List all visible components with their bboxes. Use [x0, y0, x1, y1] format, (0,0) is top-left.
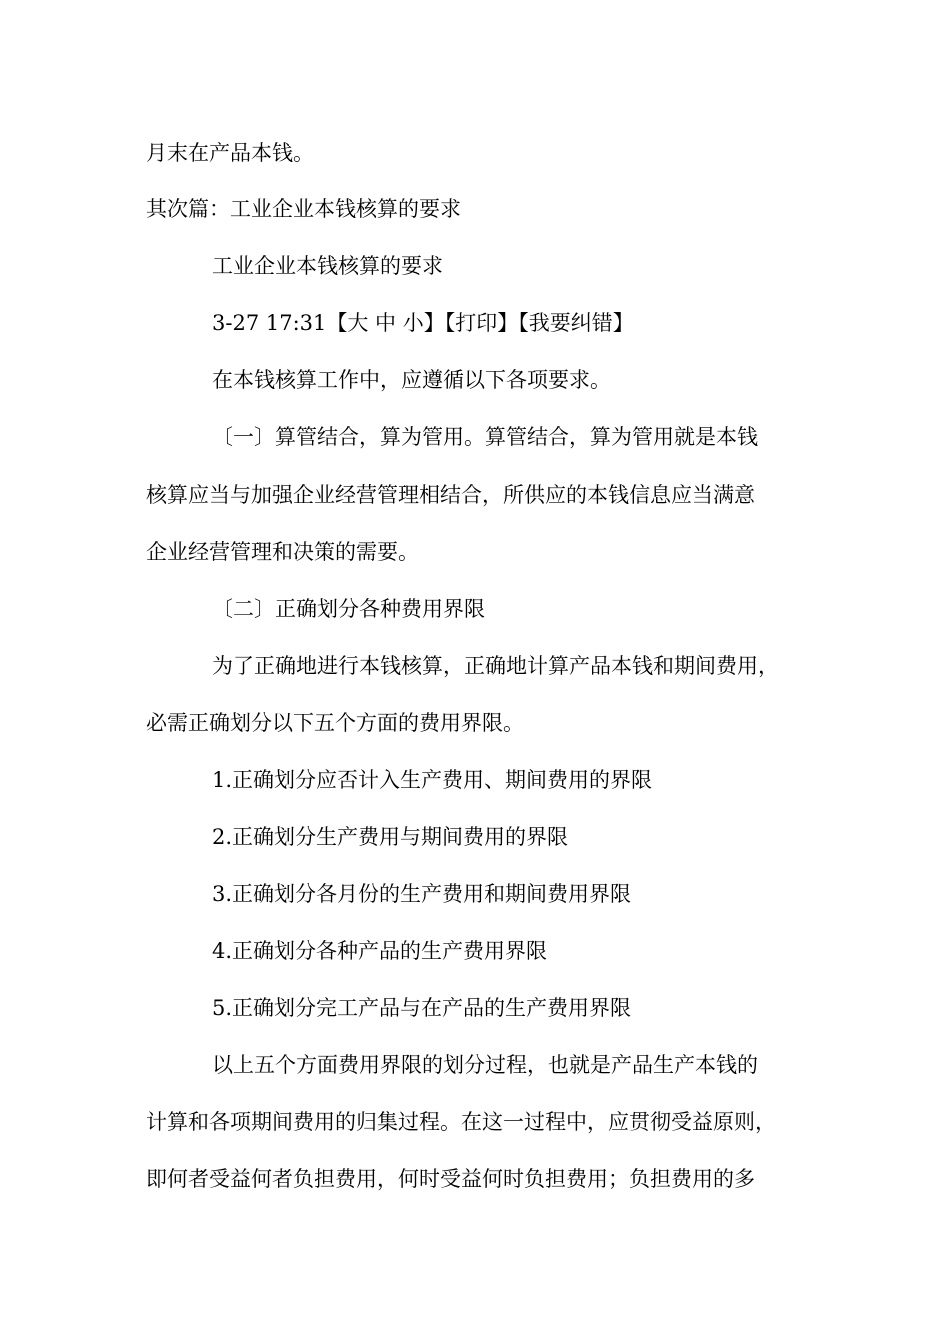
- body-paragraph: 核算应当与加强企业经营管理相结合，所供应的本钱信息应当满意: [146, 483, 755, 507]
- chapter-heading: 其次篇：工业企业本钱核算的要求: [146, 197, 461, 221]
- body-paragraph: 在本钱核算工作中，应遵循以下各项要求。: [212, 368, 611, 392]
- font-size-control[interactable]: 【大 中 小】: [326, 311, 445, 335]
- body-paragraph: 〔一〕算管结合，算为管用。算管结合，算为管用就是本钱: [212, 425, 758, 449]
- list-item: 2.正确划分生产费用与期间费用的界限: [212, 825, 569, 849]
- list-item: 3.正确划分各月份的生产费用和期间费用界限: [212, 882, 632, 906]
- print-link[interactable]: 【打印】: [444, 311, 519, 335]
- article-datetime: 3-27 17:31: [212, 311, 327, 335]
- list-item: 4.正确划分各种产品的生产费用界限: [212, 939, 548, 963]
- body-paragraph: 以上五个方面费用界限的划分过程，也就是产品生产本钱的: [212, 1053, 758, 1077]
- body-paragraph: 计算和各项期间费用的归集过程。在这一过程中，应贯彻受益原则，: [146, 1110, 776, 1134]
- section-heading: 〔二〕正确划分各种费用界限: [212, 597, 485, 621]
- list-item: 5.正确划分完工产品与在产品的生产费用界限: [212, 996, 632, 1020]
- article-title: 工业企业本钱核算的要求: [212, 254, 443, 278]
- body-paragraph: 企业经营管理和决策的需要。: [146, 540, 419, 564]
- article-meta-toolbar: [212, 310, 634, 336]
- body-paragraph: 必需正确划分以下五个方面的费用界限。: [146, 711, 524, 735]
- paragraph-continuation: 月末在产品本钱。: [146, 141, 314, 165]
- body-paragraph: 即何者受益何者负担费用，何时受益何时负担费用；负担费用的多: [146, 1167, 755, 1191]
- list-item: 1.正确划分应否计入生产费用、期间费用的界限: [212, 768, 653, 792]
- report-error-link[interactable]: 【我要纠错】: [518, 311, 634, 335]
- body-paragraph: 为了正确地进行本钱核算，正确地计算产品本钱和期间费用，: [212, 654, 779, 678]
